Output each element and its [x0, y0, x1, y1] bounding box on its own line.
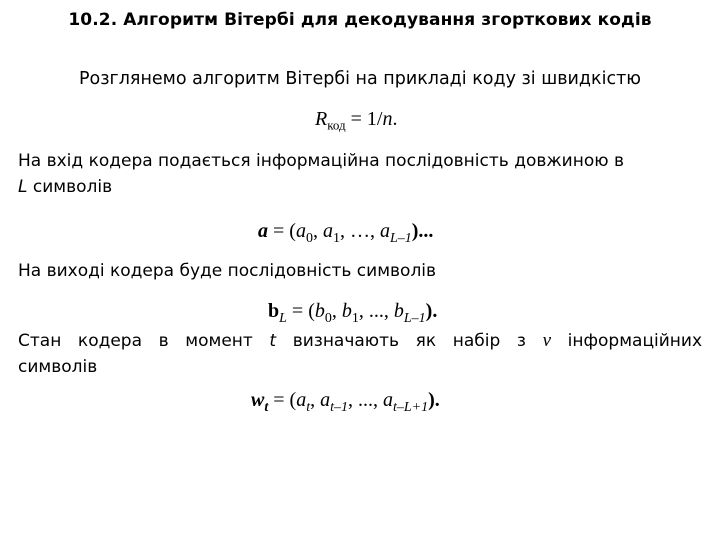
- paragraph-output: На виході кодера буде послідовність символів: [18, 261, 437, 281]
- formula-b-lhs: b: [268, 300, 280, 322]
- formula-b-comma: ,: [331, 300, 342, 322]
- formula-b-s1: 1: [351, 310, 359, 326]
- paragraph-state-line2: символів: [18, 357, 98, 377]
- formula-w: [251, 389, 440, 415]
- formula-w-eq: = (: [268, 389, 297, 411]
- formula-b-end: ).: [425, 300, 438, 322]
- formula-a-a1: a: [322, 220, 333, 242]
- rate-n: n: [382, 108, 393, 130]
- paragraph-state-line1: [18, 328, 702, 354]
- paragraph-input-line2: [18, 174, 702, 200]
- rate-end: .: [392, 108, 398, 130]
- rate-rhs: = 1/: [345, 108, 383, 130]
- var-nu: ν: [542, 330, 552, 351]
- paragraph-input-line1: На вхід кодера подається інформаційна послідовність довжиною в: [18, 151, 624, 171]
- rate-subscript: код: [327, 117, 346, 133]
- slide-title: 10.2. Алгоритм Вітербі для декодування згорткових кодів: [68, 10, 652, 30]
- formula-w-s3: t–L+1: [392, 399, 429, 415]
- var-L: L: [18, 177, 28, 197]
- formula-b-b0: b: [314, 300, 325, 322]
- formula-a-end: )...: [411, 220, 434, 242]
- formula-a-s0: 0: [305, 230, 313, 246]
- formula-b-dots: , ...,: [358, 300, 394, 322]
- formula-b: [268, 300, 438, 326]
- formula-a-eq: = (: [268, 220, 296, 242]
- formula-a-s1: 1: [332, 230, 340, 246]
- rate-symbol: R: [315, 108, 328, 130]
- formula-b-sL: L–1: [403, 310, 426, 326]
- formula-b-s0: 0: [324, 310, 332, 326]
- formula-a-lhs: a: [258, 220, 268, 242]
- formula-w-lhs-sub: t: [264, 399, 269, 415]
- paragraph-state: [18, 328, 702, 380]
- rate-formula: [315, 108, 397, 131]
- formula-a-sL: L–1: [389, 230, 412, 246]
- formula-a-aL: a: [379, 220, 390, 242]
- formula-w-s2: t–1: [330, 399, 348, 415]
- paragraph-state-part3: інформаційних: [551, 331, 703, 351]
- formula-a-comma: ,: [312, 220, 323, 242]
- formula-b-lhs-sub: L: [279, 310, 287, 326]
- formula-w-comma: ,: [310, 389, 321, 411]
- formula-b-eq: = (: [286, 300, 315, 322]
- var-t: t: [269, 331, 277, 351]
- formula-w-end: ).: [428, 389, 440, 411]
- paragraph-state-part2: визначають як набір з: [276, 331, 543, 351]
- formula-b-b1: b: [341, 300, 352, 322]
- formula-w-a1: a: [296, 389, 307, 411]
- formula-w-a3: a: [382, 389, 393, 411]
- formula-w-a2: a: [320, 389, 331, 411]
- formula-w-dots: , ...,: [347, 389, 383, 411]
- paragraph-input-line2-rest: символів: [27, 177, 113, 197]
- intro-text: Розглянемо алгоритм Вітербі на прикладі коду зі швидкістю: [78, 69, 642, 89]
- formula-a-dots: , …,: [339, 220, 380, 242]
- paragraph-state-part1: Стан кодера в момент: [18, 331, 270, 351]
- formula-a-a0: a: [295, 220, 306, 242]
- formula-w-lhs: w: [251, 389, 265, 411]
- paragraph-input: [18, 148, 702, 200]
- formula-b-bL: b: [393, 300, 404, 322]
- formula-a: [258, 220, 434, 246]
- formula-w-s1: t: [306, 399, 311, 415]
